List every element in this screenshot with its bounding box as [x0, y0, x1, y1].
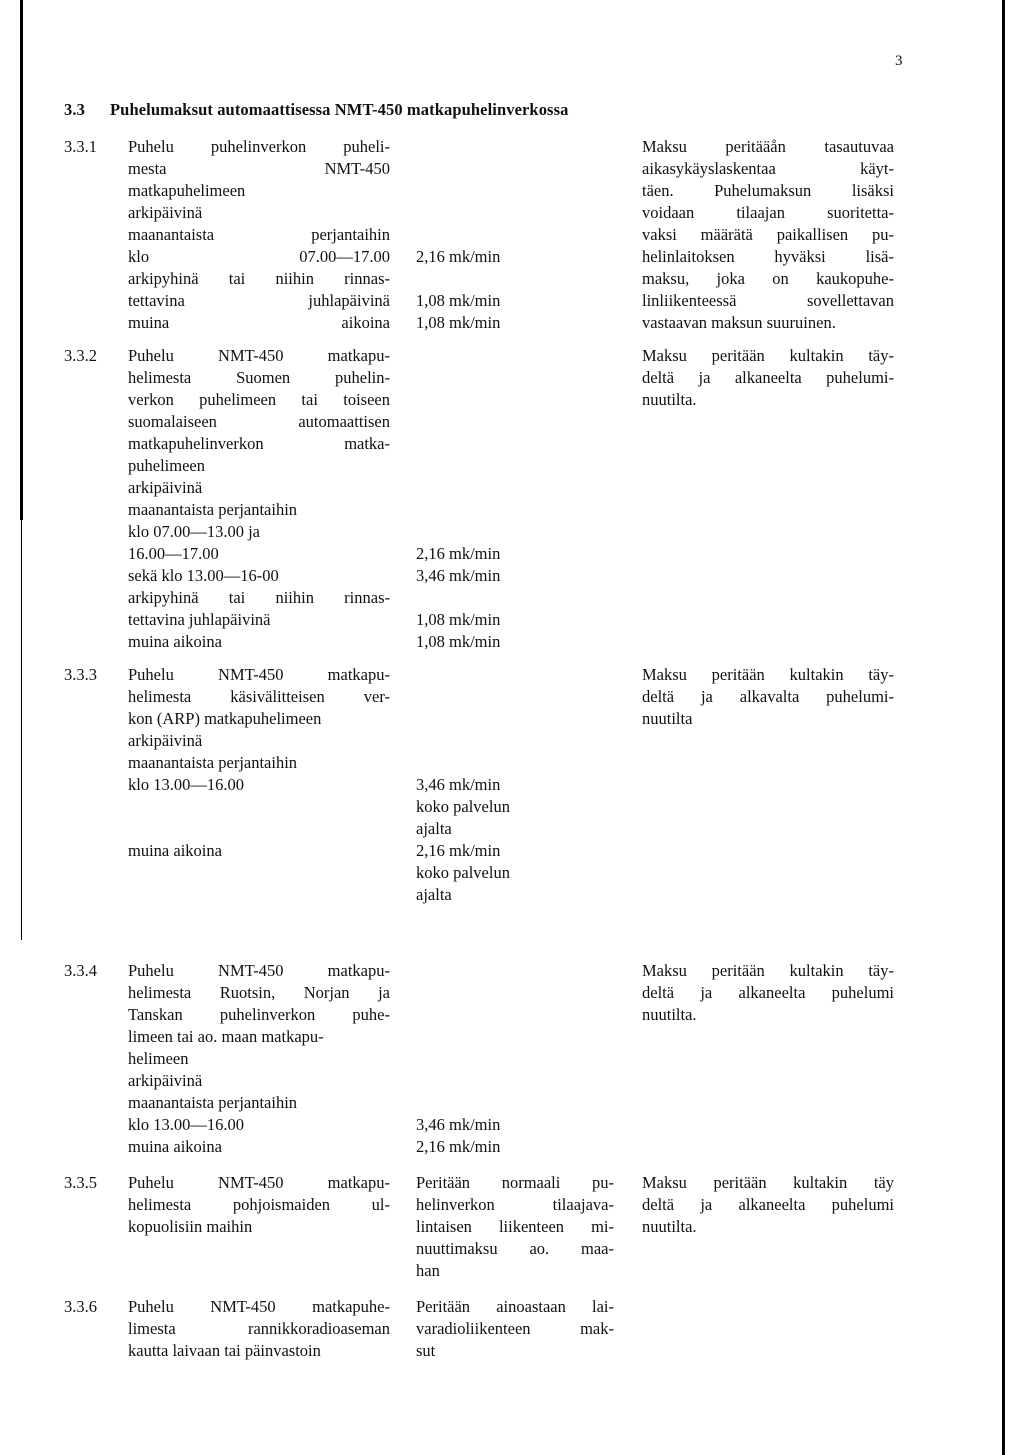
desc-line: limeen tai ao. maan matkapu- [128, 1027, 324, 1046]
desc-line: arkipäivinä [128, 478, 203, 497]
heading-title: Puhelumaksut automaattisessa NMT-450 matkapuhelinverkossa [110, 100, 569, 119]
rate-line: Peritään ainoastaan lai- [416, 1297, 614, 1316]
note-line: voidaan tilaajan suoritetta- [642, 203, 894, 222]
note-line: deltä ja alkaneelta puhelumi [642, 983, 894, 1002]
desc-line: arkipäivinä [128, 1071, 203, 1090]
desc-line: arkipyhinä tai niihin rinnas- [128, 269, 390, 288]
section-334-rate-2: 2,16 mk/min [416, 1137, 501, 1156]
section-number-331: 3.3.1 [64, 137, 97, 156]
note-line: helinlaitoksen hyväksi lisä- [642, 247, 894, 266]
desc-line: puhelimeen [128, 456, 205, 475]
rate-line: helinverkon tilaajava- [416, 1195, 614, 1214]
section-335-rates [416, 1172, 614, 1282]
desc-line: klo 07.00—13.00 ja [128, 522, 260, 541]
desc-line: Puhelu NMT-450 matkapuhe- [128, 1297, 390, 1316]
section-number-332: 3.3.2 [64, 346, 97, 365]
section-336-rates [416, 1296, 614, 1362]
section-332-notes [642, 345, 894, 411]
section-331-rate-1: 2,16 mk/min [416, 247, 501, 266]
desc-line: Puhelu NMT-450 matkapu- [128, 961, 390, 980]
section-334-notes [642, 960, 894, 1026]
desc-line: Tanskan puhelinverkon puhe- [128, 1005, 390, 1024]
section-336-description [128, 1296, 390, 1362]
desc-line: arkipäivinä [128, 203, 203, 222]
desc-line: Puhelu NMT-450 matkapu- [128, 346, 390, 365]
section-332-rate-1: 2,16 mk/min [416, 544, 501, 563]
note-line: vaksi määrätä paikallisen pu- [642, 225, 894, 244]
note-line: maksu, joka on kaukopuhe- [642, 269, 894, 288]
desc-line: helimesta Ruotsin, Norjan ja [128, 983, 390, 1002]
section-332-rate-2: 3,46 mk/min [416, 566, 501, 585]
note-line: Maksu peritääån tasautuvaa [642, 137, 894, 156]
note-line: Maksu peritään kultakin täy- [642, 665, 894, 684]
desc-line: Puhelu NMT-450 matkapu- [128, 1173, 390, 1192]
note-line: aikasykäyslaskentaa käyt- [642, 159, 894, 178]
section-334-description [128, 960, 390, 1158]
rate-line: koko palvelun [416, 863, 510, 882]
rate-line: 2,16 mk/min [416, 841, 501, 860]
section-number-335: 3.3.5 [64, 1173, 97, 1192]
scan-border-left-top [20, 0, 23, 520]
section-335-description [128, 1172, 390, 1238]
section-333-rates [416, 774, 510, 906]
desc-line: tettavina juhlapäivinä [128, 610, 271, 629]
heading-number: 3.3 [64, 100, 85, 119]
note-line: vastaavan maksun suuruinen. [642, 313, 836, 332]
note-line: linliikenteessä sovellettavan [642, 291, 894, 310]
rate-line: ajalta [416, 885, 452, 904]
desc-line: arkipäivinä [128, 731, 203, 750]
desc-line: Puhelu puhelinverkon puheli- [128, 137, 390, 156]
desc-line: 16.00—17.00 [128, 544, 219, 563]
note-line: deltä ja alkaneelta puhelumi- [642, 368, 894, 387]
desc-line: maanantaista perjantaihin [128, 1093, 298, 1112]
scan-border-right [1002, 0, 1005, 1455]
desc-line: kon (ARP) matkapuhelimeen [128, 709, 322, 728]
desc-line: tettavina juhlapäivinä [128, 291, 390, 310]
desc-line: kautta laivaan tai päinvastoin [128, 1341, 321, 1360]
section-333-description [128, 664, 390, 796]
scan-border-left-bottom [21, 520, 22, 940]
section-332-description [128, 345, 390, 653]
section-332-rate-4: 1,08 mk/min [416, 632, 501, 651]
note-line: nuutilta [642, 709, 693, 728]
desc-line: helimesta pohjoismaiden ul- [128, 1195, 390, 1214]
rate-line: han [416, 1261, 440, 1280]
desc-line: limesta rannikkoradioaseman [128, 1319, 390, 1338]
desc-line: suomalaiseen automaattisen [128, 412, 390, 431]
rate-line: koko palvelun [416, 797, 510, 816]
rate-line: lintaisen liikenteen mi- [416, 1217, 614, 1236]
section-333-other-times: muina aikoina [128, 841, 222, 860]
section-heading [64, 99, 568, 121]
section-333-notes [642, 664, 894, 730]
desc-line: verkon puhelimeen tai toiseen [128, 390, 390, 409]
section-331-description [128, 136, 390, 334]
desc-line: kopuolisiin maihin [128, 1217, 253, 1236]
section-335-notes [642, 1172, 894, 1238]
rate-line: sut [416, 1341, 436, 1360]
desc-line: maanantaista perjantaihin [128, 753, 298, 772]
desc-line: helimesta Suomen puhelin- [128, 368, 390, 387]
section-334-rate-1: 3,46 mk/min [416, 1115, 501, 1134]
note-line: deltä ja alkavalta puhelumi- [642, 687, 894, 706]
desc-line: muina aikoina [128, 313, 390, 332]
desc-line: muina aikoina [128, 1137, 222, 1156]
desc-line: sekä klo 13.00—16-00 [128, 566, 279, 585]
desc-line: mesta NMT-450 [128, 159, 390, 178]
desc-line: Puhelu NMT-450 matkapu- [128, 665, 390, 684]
section-331-rate-2: 1,08 mk/min [416, 291, 501, 310]
section-number-333: 3.3.3 [64, 665, 97, 684]
desc-line: muina aikoina [128, 632, 222, 651]
note-line: Maksu peritään kultakin täy [642, 1173, 894, 1192]
rate-line: ajalta [416, 819, 452, 838]
rate-line: nuuttimaksu ao. maa- [416, 1239, 614, 1258]
note-line: nuutilta. [642, 390, 697, 409]
note-line: nuutilta. [642, 1005, 697, 1024]
page-number: 3 [895, 53, 903, 69]
desc-line: helimeen [128, 1049, 189, 1068]
desc-line: arkipyhinä tai niihin rinnas- [128, 588, 390, 607]
desc-line: klo 13.00—16.00 [128, 775, 244, 794]
section-number-334: 3.3.4 [64, 961, 97, 980]
note-line: Maksu peritään kultakin täy- [642, 346, 894, 365]
section-number-336: 3.3.6 [64, 1297, 97, 1316]
section-332-rate-3: 1,08 mk/min [416, 610, 501, 629]
section-331-rate-3: 1,08 mk/min [416, 313, 501, 332]
desc-line: matkapuhelimeen [128, 181, 246, 200]
section-331-notes [642, 136, 894, 334]
rate-line: Peritään normaali pu- [416, 1173, 614, 1192]
note-line: deltä ja alkaneelta puhelumi [642, 1195, 894, 1214]
desc-line: maanantaista perjantaihin [128, 225, 390, 244]
note-line: Maksu peritään kultakin täy- [642, 961, 894, 980]
note-line: täen. Puhelumaksun lisäksi [642, 181, 894, 200]
desc-line: maanantaista perjantaihin [128, 500, 298, 519]
note-line: nuutilta. [642, 1217, 697, 1236]
rate-line: varadioliikenteen mak- [416, 1319, 614, 1338]
desc-line: klo 13.00—16.00 [128, 1115, 244, 1134]
rate-line: 3,46 mk/min [416, 775, 501, 794]
desc-line: matkapuhelinverkon matka- [128, 434, 390, 453]
desc-line: helimesta käsivälitteisen ver- [128, 687, 390, 706]
desc-line: klo 07.00—17.00 [128, 247, 390, 266]
